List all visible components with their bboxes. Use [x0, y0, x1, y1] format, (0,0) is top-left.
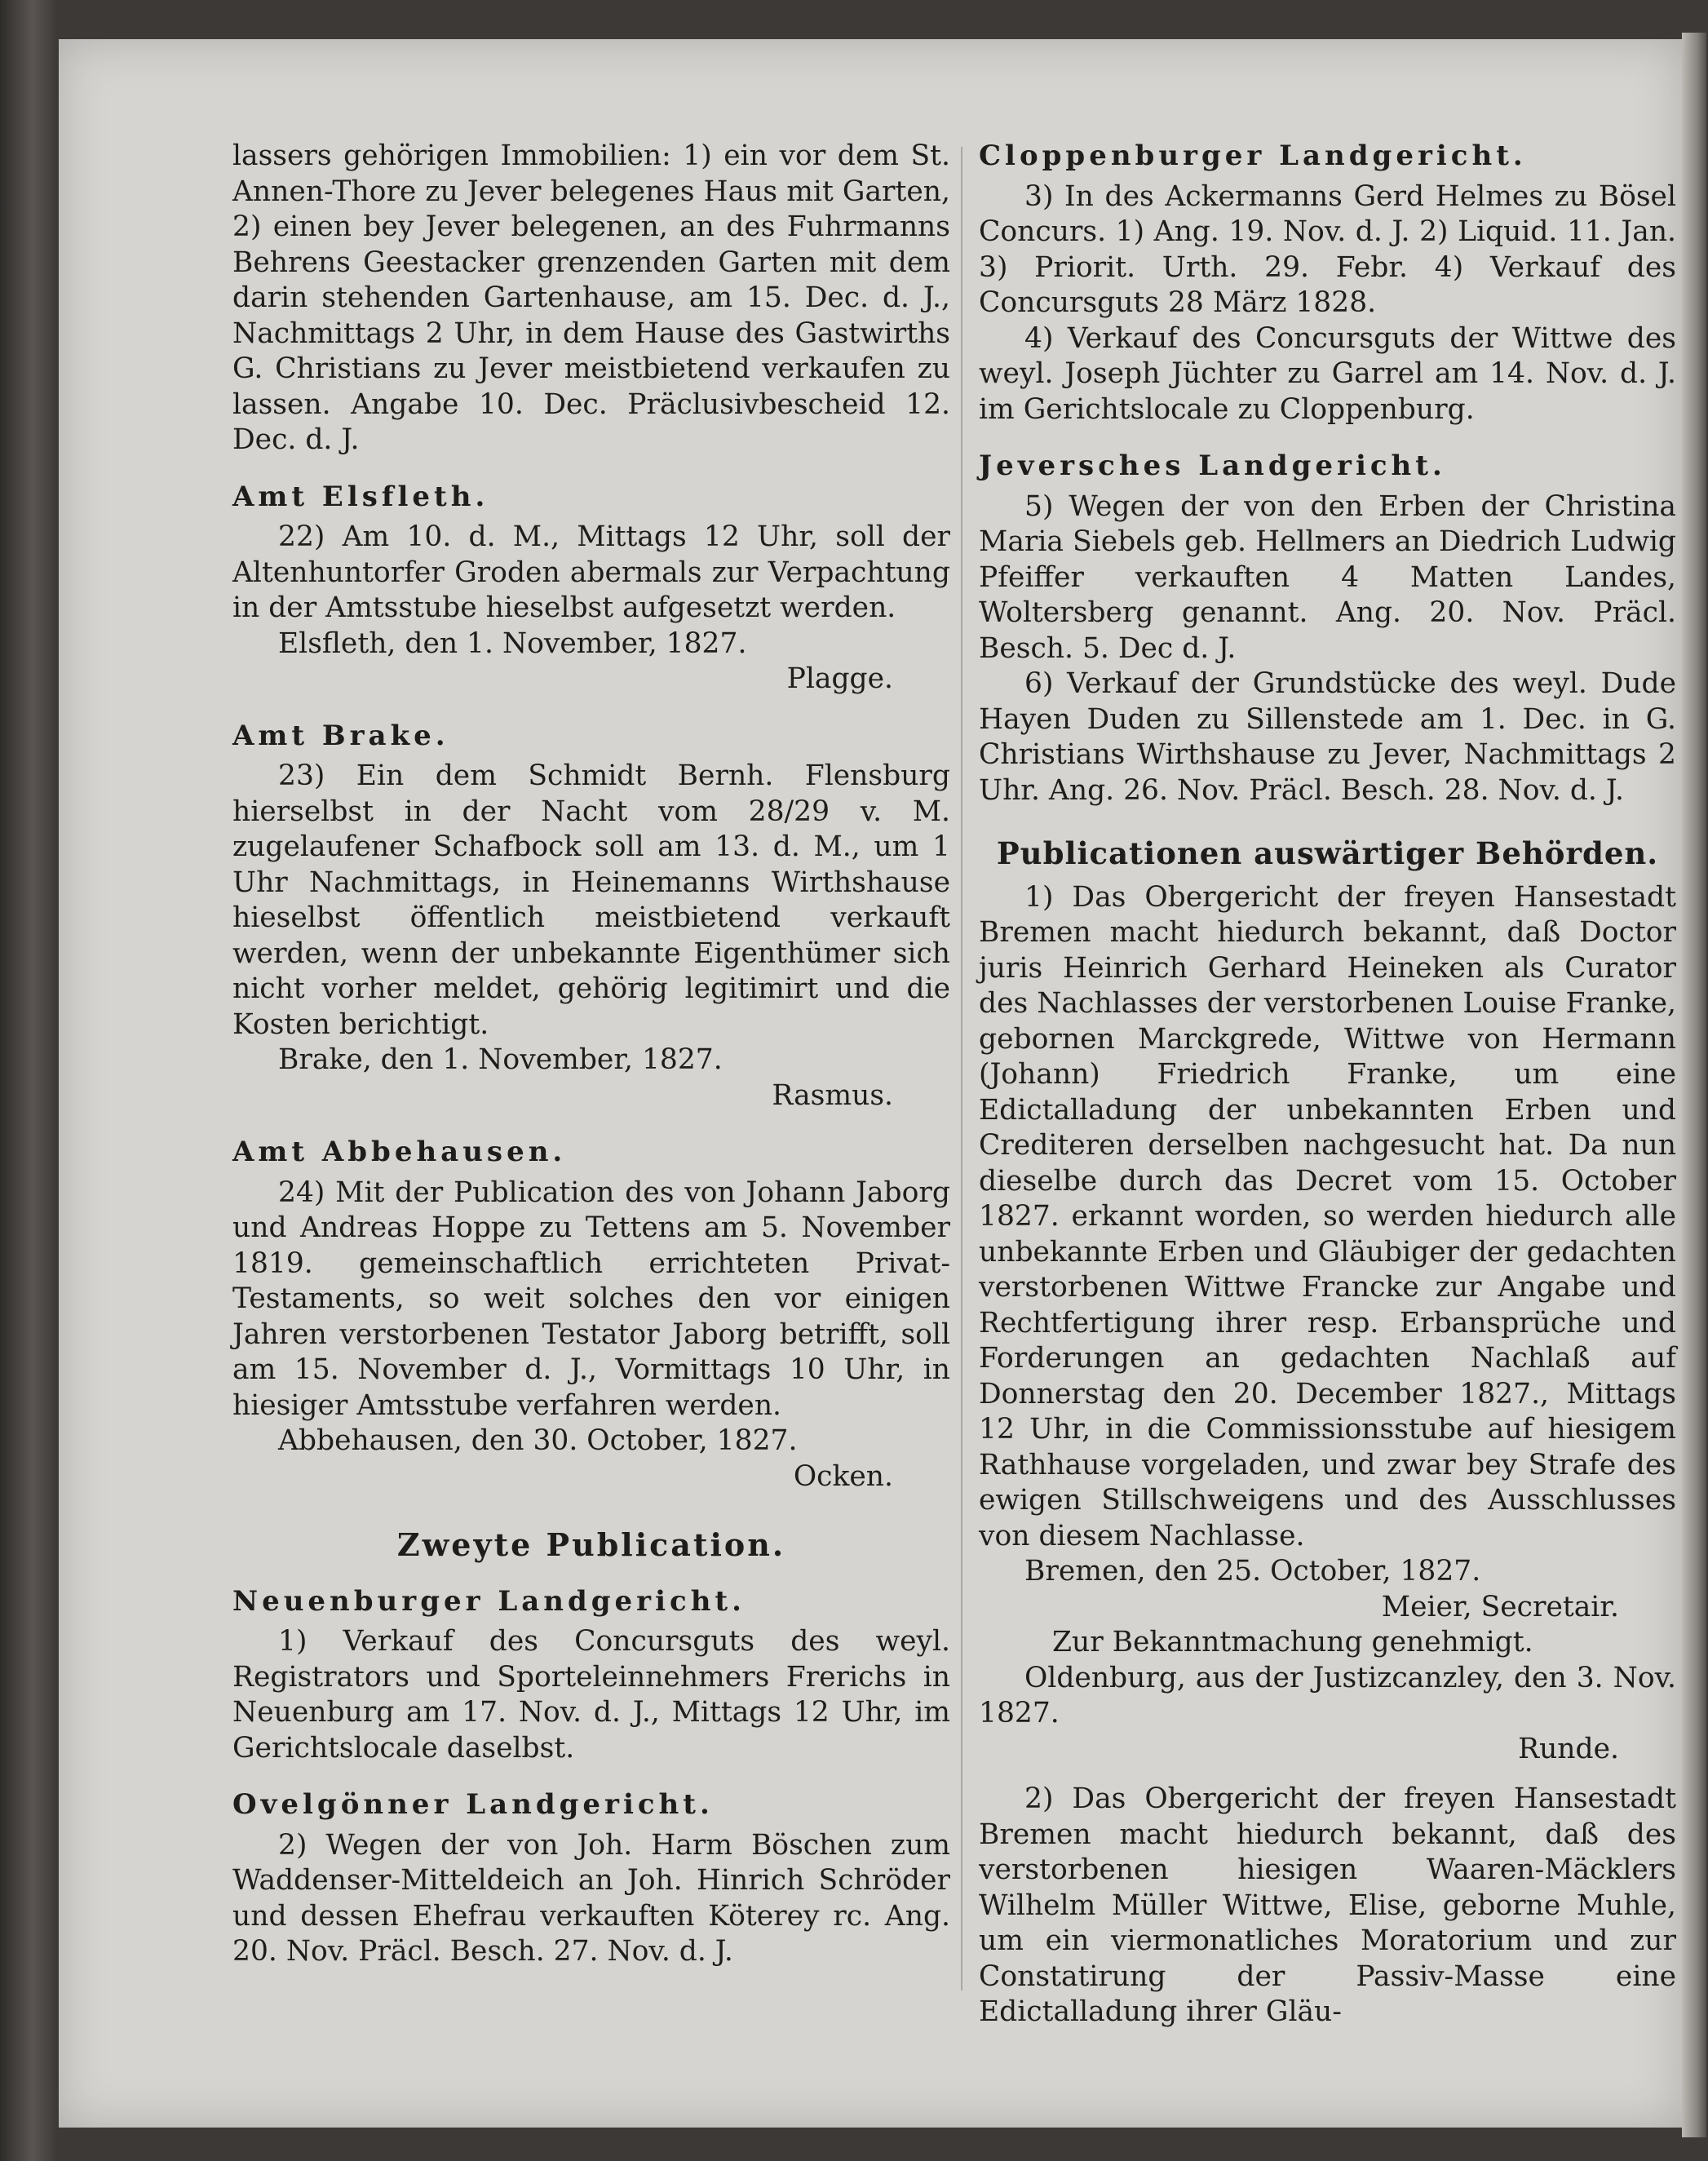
signature-elsfleth: Plagge. — [786, 662, 893, 695]
date-abbehausen: Abbehausen, den 30. October, 1827. — [278, 1424, 798, 1457]
column-divider — [961, 147, 962, 1991]
page-edge — [1682, 33, 1706, 2137]
notice-bremen-2: 2) Das Obergericht der freyen Hansestadt Bremen macht hiedurch bekannt, daß des verstorbenen hiesigen Waaren-Mäcklers Wilhelm Müller Wittwe, Elise, geborne Muhle, um ein viermonatliches Moratorium und zur Constatirung der Passiv-Masse eine Edictalladung ihrer Gläu- — [979, 1782, 1676, 2028]
heading-amt-brake: Amt Brake. — [232, 719, 449, 752]
notice-24: 24) Mit der Publication des von Johann Jaborg und Andreas Hoppe zu Tettens am 5. November 1819. gemeinschaftlich errichteten Privat-Testaments, so weit solches den vor einigen Jahren verstorbenen Testator Jaborg betrifft, soll am 15. November d. J., Vormittags 10 Uhr, in hiesiger Amtsstube verfahren werden. — [232, 1176, 950, 1422]
date-elsfleth: Elsfleth, den 1. November, 1827. — [278, 627, 747, 660]
notice-neuenburg-1: 1) Verkauf des Concursguts des weyl. Registrators und Sporteleinnehmers Frerichs in Neuenburg am 17. Nov. d. J., Mittags 12 Uhr, im Gerichtslocale daselbst. — [232, 1625, 950, 1765]
notice-cloppenburg-3: 3) In des Ackermanns Gerd Helmes zu Bösel Concurs. 1) Ang. 19. Nov. d. J. 2) Liquid. 11. Jan. 3) Priorit. Urth. 29. Febr. 4) Verkauf des Concursguts 28 März 1828. — [979, 179, 1676, 319]
signature-bremen: Meier, Secretair. — [1381, 1590, 1619, 1623]
signature-brake: Rasmus. — [772, 1078, 893, 1112]
notice-22: 22) Am 10. d. M., Mittags 12 Uhr, soll der Altenhuntorfer Groden abermals zur Verpachtung in der Amtsstube hieselbst aufgesetzt werden. — [232, 520, 950, 624]
date-bremen: Bremen, den 25. October, 1827. — [1024, 1555, 1481, 1588]
heading-zweyte-publication: Zweyte Publication. — [396, 1526, 786, 1563]
signature-oldenburg: Runde. — [1518, 1732, 1619, 1765]
heading-amt-elsfleth: Amt Elsfleth. — [232, 480, 489, 513]
notice-ovelgoenne-2: 2) Wegen der von Joh. Harm Böschen zum Waddenser-Mitteldeich an Joh. Hinrich Schröder und dessen Ehefrau verkauften Köterey rc. Ang. 20. Nov. Präcl. Besch. 27. Nov. d. J. — [232, 1828, 950, 1968]
date-brake: Brake, den 1. November, 1827. — [278, 1043, 723, 1076]
heading-publicationen-auswaertiger-behoerden: Publicationen auswärtiger Behörden. — [996, 835, 1659, 871]
notice-jever-5: 5) Wegen der von den Erben der Christina Maria Siebels geb. Hellmers an Diedrich Ludwig Pfeiffer verkauften 4 Matten Landes, Woltersberg genannt. Ang. 20. Nov. Präcl. Besch. 5. Dec d. J. — [979, 489, 1676, 665]
approval-note: Zur Bekanntmachung genehmigt. — [1052, 1626, 1533, 1658]
heading-neuenburger-landgericht: Neuenburger Landgericht. — [232, 1584, 746, 1618]
heading-amt-abbehausen: Amt Abbehausen. — [232, 1136, 567, 1168]
right-column — [979, 139, 1676, 2030]
signature-abbehausen: Ocken. — [793, 1459, 893, 1493]
notice-cloppenburg-4: 4) Verkauf des Concursguts der Wittwe des weyl. Joseph Jüchter zu Garrel am 14. Nov. d. J. im Gerichtslocale zu Cloppenburg. — [979, 321, 1676, 426]
heading-cloppenburger-landgericht: Cloppenburger Landgericht. — [979, 139, 1527, 172]
notice-23: 23) Ein dem Schmidt Bernh. Flensburg hierselbst in der Nacht vom 28/29 v. M. zugelaufener Schafbock soll am 13. d. M., um 1 Uhr Nachmittags, in Heinemanns Wirthshause hieselbst öffentlich meistbietend verkauft werden, wenn der unbekannte Eigenthümer sich nicht vorher meldet, gehörig legitimirt und die Kosten berichtigt. — [232, 759, 950, 1041]
notice-jever-6: 6) Verkauf der Grundstücke des weyl. Dude Hayen Duden zu Sillenstede am 1. Dec. in G. Christians Wirthshause zu Jever, Nachmittags 2 Uhr. Ang. 26. Nov. Präcl. Besch. 28. Nov. d. J. — [979, 667, 1676, 807]
heading-jeversches-landgericht: Jeversches Landgericht. — [979, 449, 1446, 482]
oldenburg-line: Oldenburg, aus der Justizcanzley, den 3. Nov. 1827. — [979, 1661, 1676, 1729]
intro-paragraph: lassers gehörigen Immobilien: 1) ein vor dem St. Annen-Thore zu Jever belegenes Haus mit Garten, 2) einen bey Jever belegenen, an des Fuhrmanns Behrens Geestacker grenzenden Garten mit dem darin stehenden Gartenhause, am 15. Dec. d. J., Nachmittags 2 Uhr, in dem Hause des Gastwirths G. Christians zu Jever meistbietend verkaufen zu lassen. Angabe 10. Dec. Präclusivbescheid 12. Dec. d. J. — [232, 139, 950, 456]
notice-bremen-1: 1) Das Obergericht der freyen Hansestadt Bremen macht hiedurch bekannt, daß Doctor juris Heinrich Gerhard Heineken als Curator des Nachlasses der verstorbenen Louise Franke, gebornen Marckgrede, Wittwe von Hermann (Johann) Friedrich Franke, um eine Edictalladung der unbekannten Erben und Crediteren derselben nachgesucht hat. Da nun dieselbe durch das Decret vom 15. October 1827. erkannt worden, so werden hiedurch alle unbekannte Erben und Gläubiger der gedachten verstorbenen Wittwe Francke zur Angabe und Rechtfertigung ihrer resp. Erbansprüche und Forderungen an gedachten Nachlaß auf Donnerstag den 20. December 1827., Mittags 12 Uhr, in die Commissionsstube auf hiesigem Rathhause vorgeladen, und zwar bey Strafe des ewigen Stillschweigens und des Ausschlusses von diesem Nachlasse. — [979, 880, 1676, 1552]
left-column — [232, 139, 950, 1970]
heading-ovelgoenner-landgericht: Ovelgönner Landgericht. — [232, 1788, 714, 1821]
